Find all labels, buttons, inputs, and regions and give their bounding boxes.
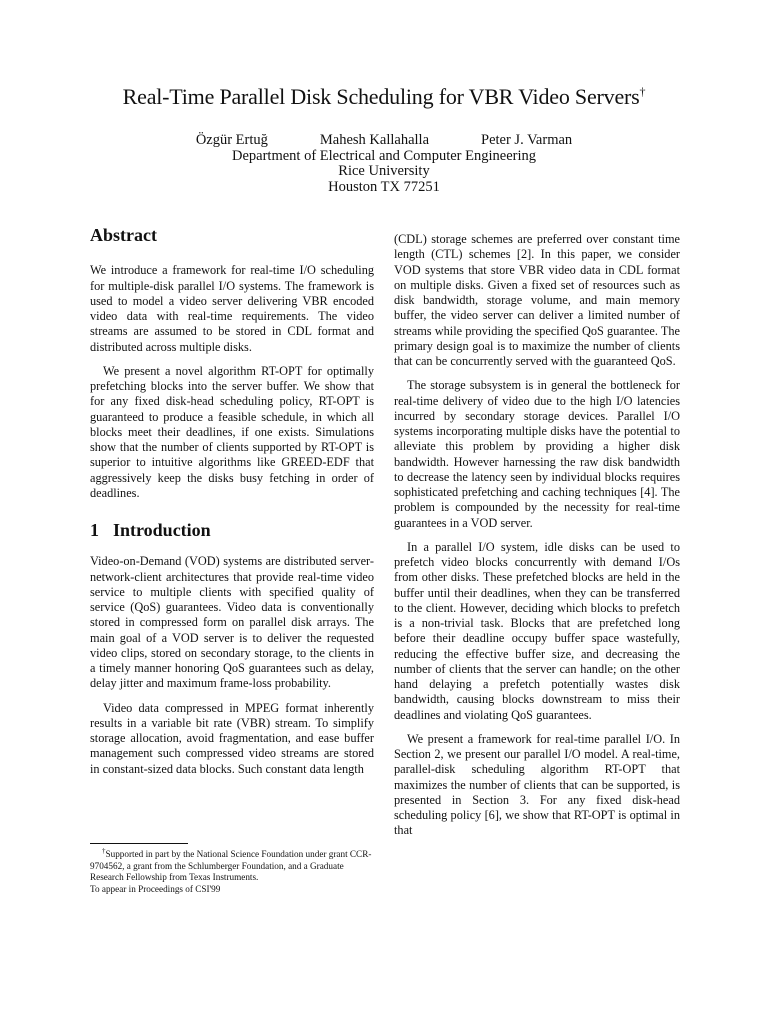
affiliation-address: Houston TX 77251 — [328, 178, 440, 195]
footnote-mark: † — [102, 847, 106, 855]
footnote-appear: To appear in Proceedings of CSI'99 — [90, 883, 221, 894]
author-name: Peter J. Varman — [481, 132, 573, 148]
paper-title — [0, 84, 768, 110]
abstract-heading: Abstract — [90, 225, 157, 245]
author-name: Özgür Ertuğ — [195, 132, 268, 148]
body-paragraph: We present a framework for real-time parallel I/O. In Section 2, we present our parallel I/O model. A real-time, parallel-disk scheduling algorithm RT-OPT that maximizes the number of clients that can be supported, is presented in Section 3. For any fixed disk-head scheduling policy [6], we show that RT-OPT is optimal in that — [394, 731, 680, 838]
paper-title-text: Real-Time Parallel Disk Scheduling for VBR Video Servers — [122, 84, 640, 109]
footnote-funding — [90, 846, 374, 884]
abstract-paragraph: We introduce a framework for real-time I/O scheduling for multiple-disk parallel I/O systems. The framework is used to model a video server delivering VBR encoded video data with real-time requirements. The video streams are assumed to be stored in CDL format and distributed across multiple disks. — [90, 263, 374, 354]
author-block — [0, 133, 768, 195]
left-column — [90, 225, 374, 786]
body-paragraph: (CDL) storage schemes are preferred over constant time length (CTL) schemes [2]. In this paper, we consider VOD systems that store VBR video data in CDL format on multiple disks. Given a fixed set of resources such as disk bandwidth, storage volume, and main memory buffer, the video server can deliver a limited number of streams while providing the specified QoS guarantee. The primary design goal is to maximize the number of clients that can be concurrently served with the guaranteed QoS. — [394, 232, 680, 368]
footnote-text: Supported in part by the National Science Foundation under grant CCR-9704562, a grant from the Schlumberger Foundation, and a Graduate Research Fellowship from Texas Instruments. — [90, 849, 372, 883]
right-column — [394, 232, 680, 848]
author-list — [0, 133, 768, 149]
section-title: Introduction — [113, 520, 211, 540]
title-footnote-mark: † — [639, 84, 646, 99]
body-paragraph: The storage subsystem is in general the bottleneck for real-time delivery of video due to the high I/O latencies incurred by secondary storage devices. Parallel I/O systems incorporating multiple disks have the potential to alleviate this problem by providing a higher disk bandwidth. However harnessing the raw disk bandwidth to decrease the latency seen by individual blocks requires sophisticated prefetching and caching techniques [4]. The problem is compounded by the necessity for real-time guarantees in a VOD server. — [394, 378, 680, 530]
body-paragraph: Video-on-Demand (VOD) systems are distributed server-network-client architectures that provide real-time video service to multiple clients with specified quality of service (QoS) guarantees. Video data is conventionally stored in compressed form on parallel disk arrays. The main goal of a VOD server is to deliver the requested video clips, stored on secondary storage, to the clients in a timely manner honoring QoS guarantees such as delay, delay jitter and maximum frame-loss probability. — [90, 554, 374, 691]
abstract-paragraph: We present a novel algorithm RT-OPT for optimally prefetching blocks into the server buffer. We show that for any fixed disk-head scheduling policy, RT-OPT is guaranteed to produce a feasible schedule, in which all blocks meet their deadlines, if one exists. Simulations show that the number of clients supported by RT-OPT is superior to intuitive algorithms like GREED-EDF that aggressively keep the disks busy fetching in order of deadlines. — [90, 363, 374, 500]
author-name: Mahesh Kallahalla — [319, 132, 430, 148]
footnote-divider — [90, 843, 188, 844]
section-number: 1 — [90, 520, 99, 540]
affiliation-department: Department of Electrical and Computer Engineering — [232, 147, 536, 164]
affiliation-university: Rice University — [338, 163, 430, 179]
body-paragraph: Video data compressed in MPEG format inherently results in a variable bit rate (VBR) stream. To simplify storage allocation, avoid fragmentation, and ease buffer management such compressed video streams are stored in constant-sized data blocks. Such constant data length — [90, 700, 374, 776]
introduction-heading — [90, 520, 374, 540]
body-paragraph: In a parallel I/O system, idle disks can be used to prefetch video blocks concurrently with demand I/Os from other disks. These prefetched blocks are held in the buffer until their deadlines, when they can be transferred to the client. However, deciding which blocks to prefetch is a non-trivial task. Blocks that are prefetched long before their deadline occupy buffer space wastefully, reducing the effective buffer size, and decreasing the number of clients that the server can handle; on the other hand delaying a prefetch potentially wastes disk bandwidth, causing blocks downstream to miss their deadlines and violating QoS guarantees. — [394, 539, 680, 722]
footnote — [90, 846, 374, 895]
